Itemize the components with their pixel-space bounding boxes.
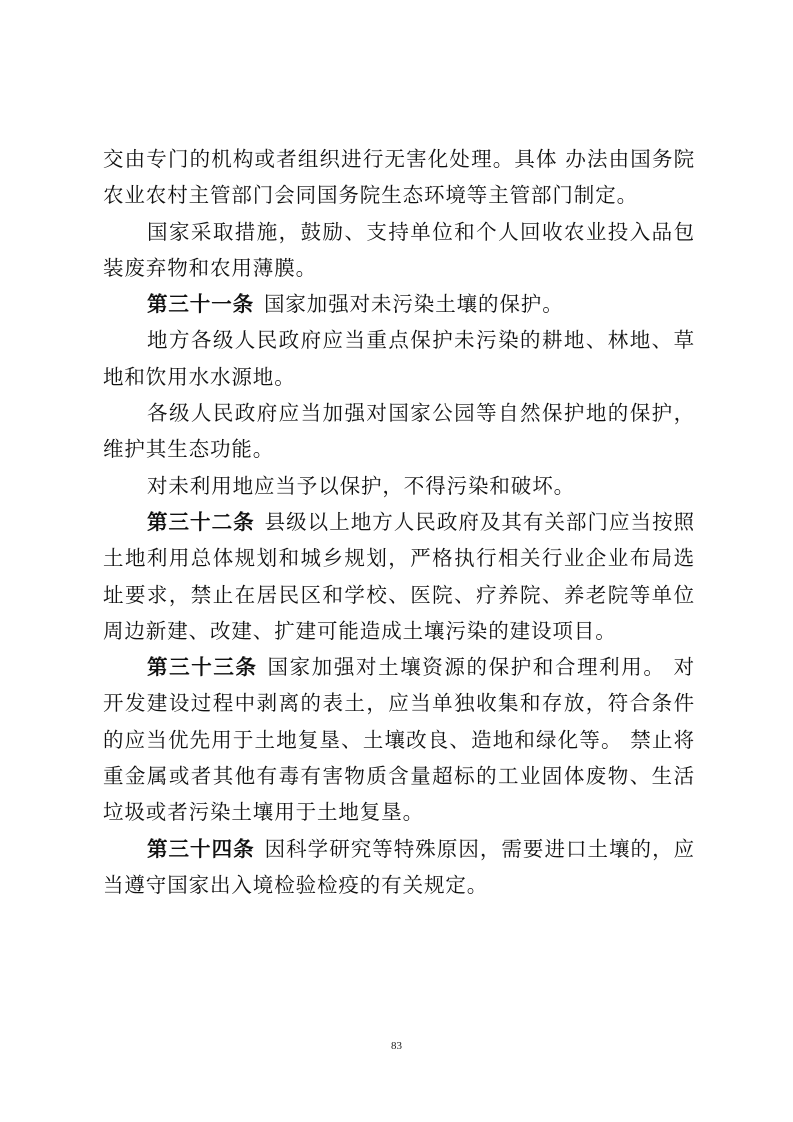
paragraph-6: 对未利用地应当予以保护，不得污染和破坏。 (147, 473, 575, 498)
paragraph-5: 各级人民政府应当加强对国家公园等自然保护地的保护，维护其生态功能。 (103, 401, 695, 462)
article-33: 第三十三条 国家加强对土壤资源的保护和合理利用。 对开发建设过程中剥离的表土，应当单独收集和存放，符合条件的应当优先用于土地复垦、土壤改良、造地和绿化等。 禁止将重金属或者其他有毒有害物质含量超标的工业固体废物、生活垃圾或者污染土壤用于土地复垦。 (103, 655, 696, 825)
article-33-title: 第三十三条 (147, 655, 258, 680)
paragraph-1: 交由专门的机构或者组织进行无害化处理。具体 办法由国务院农业农村主管部门会同国务院生态环境等主管部门制定。 (103, 147, 695, 208)
article-31-title: 第三十一条 (147, 292, 254, 317)
page-body (103, 141, 695, 903)
paragraph-4: 地方各级人民政府应当重点保护未污染的耕地、林地、草地和饮用水水源地。 (103, 328, 695, 389)
article-34: 第三十四条 因科学研究等特殊原因，需要进口土壤的，应当遵守国家出入境检验检疫的有关规定。 (103, 836, 695, 897)
page-number: 83 (391, 1040, 402, 1052)
article-34-title: 第三十四条 (147, 836, 255, 861)
paragraph-2: 国家采取措施，鼓励、支持单位和个人回收农业投入品包装废弃物和农用薄膜。 (103, 219, 695, 280)
article-32-title: 第三十二条 (147, 509, 255, 534)
article-32: 第三十二条 县级以上地方人民政府及其有关部门应当按照土地利用总体规划和城乡规划，严格执行相关行业企业布局选址要求，禁止在居民区和学校、医院、疗养院、养老院等单位周边新建、改建、扩建可能造成土壤污染的建设项目。 (103, 509, 695, 643)
article-31: 第三十一条 国家加强对未污染土壤的保护。 (147, 292, 564, 317)
